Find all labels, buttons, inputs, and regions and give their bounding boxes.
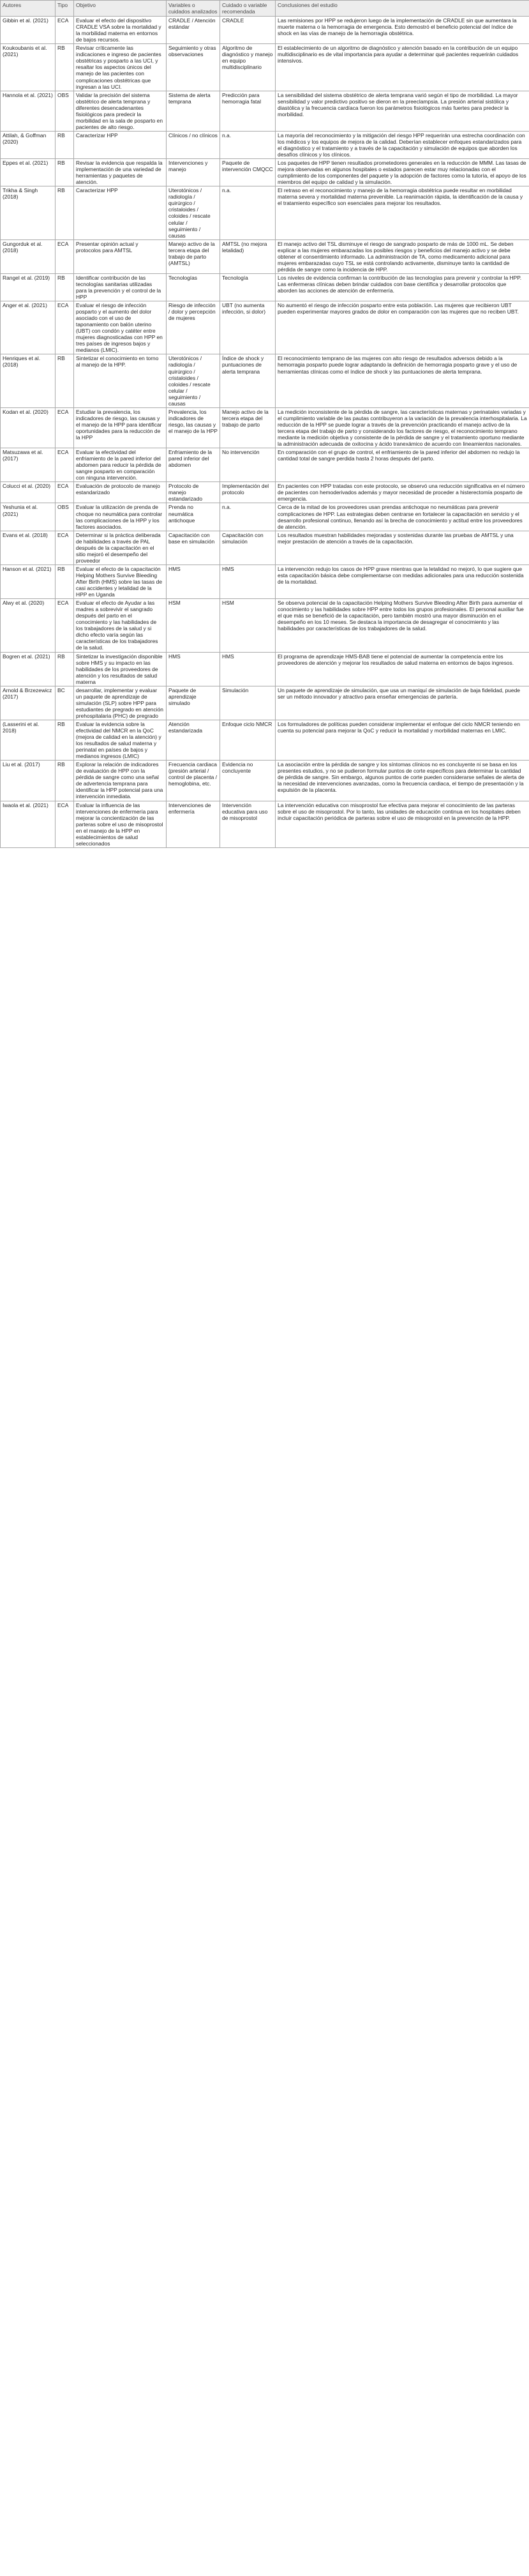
cell-recommended-care: Enfoque ciclo NMCR <box>220 720 276 760</box>
cell-author: Matsuzawa et al. (2017) <box>1 448 56 482</box>
cell-type: ECA <box>56 301 74 354</box>
cell-conclusions: La sensibilidad del sistema obstétrico de alerta temprana varió según el tipo de morbilidad. La mayor sensibilidad y valor predictivo positivo se dieron en la preeclampsia. La presión arterial sistólica y diastólica y la frecuencia cardíaca fueron los parámetros fisiológicos más fuertes para predecir la morbilidad. <box>276 91 529 131</box>
cell-author: Rangel et al. (2019) <box>1 273 56 301</box>
cell-author: Anger et al. (2021) <box>1 301 56 354</box>
cell-objective: Caracterizar HPP <box>74 131 167 158</box>
table-row <box>1 686 529 720</box>
cell-objective: Sintetizar el conocimiento en torno al manejo de la HPP. <box>74 354 167 407</box>
cell-variables: Uterotónicos / radiología / quirúrgico / cristaloides / coloides / rescate celular / seguimiento / causas <box>167 354 220 407</box>
cell-conclusions: En pacientes con HPP tratadas con este protocolo, se observó una reducción significativa en el número de pacientes con hemoderivados además y mayor necesidad de proceder a histerectomía posparto de emergencia. <box>276 482 529 503</box>
studies-table <box>0 0 529 848</box>
cell-recommended-care: Implementación del protocolo <box>220 482 276 503</box>
cell-variables: Enfriamiento de la pared inferior del abdomen <box>167 448 220 482</box>
cell-recommended-care: Predicción para hemorragia fatal <box>220 91 276 131</box>
cell-conclusions: Cerca de la mitad de los proveedores usan prendas antichoque no neumáticas para prevenir complicaciones de HPP. Las estrategias deben centrarse en fortalecer la capacitación en servicio y el desarrollo profesional continuo, llenando así la brecha de conocimiento y actitud entre los proveedores de atención. <box>276 503 529 531</box>
cell-recommended-care: n.a. <box>220 131 276 158</box>
cell-variables: Tecnologías <box>167 273 220 301</box>
cell-objective: Evaluar la evidencia sobre la efectividad del NMCR en la QoC (mejora de calidad en la atención) y los resultados de salud materna y perinatal en países de bajos y medianos ingresos (LMIC) <box>74 720 167 760</box>
cell-objective: Sintetizar la investigación disponible sobre HMS y su impacto en las habilidades de los proveedores de atención y los resultados de salud materna <box>74 652 167 686</box>
cell-recommended-care: n.a. <box>220 186 276 239</box>
cell-recommended-care: Paquete de intervención CMQCC <box>220 159 276 186</box>
cell-conclusions: El manejo activo del TSL disminuye el riesgo de sangrado posparto de más de 1000 mL. Se deben explicar a las mujeres embarazadas los posibles riesgos y beneficios del manejo activo y se debe obtener el consentimiento informado. La administración de TA, como medicamento adicional para mujeres embarazadas cuyo TSL se está controlando activamente, disminuye tanto la cantidad de pérdida de sangre como la incidencia de HPP. <box>276 239 529 273</box>
cell-variables: Frecuencia cardiaca (presión arterial / control de placenta / hemoglobina, etc. <box>167 761 220 801</box>
cell-author: Gungorduk et al. (2018) <box>1 239 56 273</box>
cell-type: RB <box>56 720 74 760</box>
cell-conclusions: Las remisiones por HPP se redujeron luego de la implementación de CRADLE sin que aumentara la muerte materna o la hemorragia de emergencia. Esto demostró el beneficio potencial del índice de shock en las vías de manejo de la hemorragia obstétrica. <box>276 17 529 44</box>
cell-variables: Prevalencia, los indicadores de riesgo, las causas y el manejo de la HPP <box>167 407 220 448</box>
cell-type: ECA <box>56 448 74 482</box>
cell-conclusions: El reconocimiento temprano de las mujeres con alto riesgo de resultados adversos debido a la hemorragia posparto puede lograr adaptando la definición de hemorragia posparto grave y el uso de herramientas clínicas como el índice de shock y las puntuaciones de alerta temprana. <box>276 354 529 407</box>
cell-objective: Presentar opinión actual y protocolos para AMTSL <box>74 239 167 273</box>
cell-objective: Explorar la relación de indicadores de evaluación de HPP con la pérdida de sangre como una señal de advertencia temprana para identificar la HPP potencial para una intervención inmediata. <box>74 761 167 801</box>
cell-variables: Sistema de alerta temprana <box>167 91 220 131</box>
cell-type: ECA <box>56 407 74 448</box>
cell-recommended-care: Intervención educativa para uso de misoprostol <box>220 801 276 847</box>
cell-recommended-care: Manejo activo de la tercera etapa del trabajo de parto <box>220 407 276 448</box>
header-type: Tipo <box>56 1 74 17</box>
table-row <box>1 131 529 158</box>
cell-variables: CRADLE / Atención estándar <box>167 17 220 44</box>
cell-variables: Uterotónicos / radiología / quirúrgico / cristaloides / coloides / rescate celular / seguimiento / causas <box>167 186 220 239</box>
cell-type: BC <box>56 686 74 720</box>
cell-recommended-care: AMTSL (no mejora letalidad) <box>220 239 276 273</box>
cell-recommended-care: HSM <box>220 599 276 652</box>
table-row <box>1 186 529 239</box>
cell-author: Evans et al. (2018) <box>1 531 56 564</box>
header-objective: Objetivo <box>74 1 167 17</box>
table-row <box>1 17 529 44</box>
cell-conclusions: El establecimiento de un algoritmo de diagnóstico y atención basado en la contribución de un equipo multidisciplinario es de vital importancia para ayudar a determinar qué pacientes requerirán cuidados intensivos. <box>276 44 529 91</box>
cell-objective: Estudiar la prevalencia, los indicadores de riesgo, las causas y el manejo de la HPP para identificar oportunidades para la reducción de la HPP <box>74 407 167 448</box>
cell-conclusions: Un paquete de aprendizaje de simulación, que usa un maniquí de simulación de baja fidelidad, puede ser un método innovador y atractivo para enseñar emergencias de partería. <box>276 686 529 720</box>
cell-objective: Evaluar el efecto de la capacitación Helping Mothers Survive Bleeding After Birth (HMS) sobre las tasas de casi accidentes y letalidad de la HPP en Uganda <box>74 564 167 598</box>
cell-author: Henriques et al. (2018) <box>1 354 56 407</box>
cell-type: ECA <box>56 17 74 44</box>
cell-conclusions: La medición inconsistente de la pérdida de sangre, las características maternas y perinatales variadas y el cumplimiento variable de las pautas contribuyeron a la variación de la prevalencia interhospitalaria. La reducción de la HPP se puede lograr a través de la prevención practicando el manejo activo de la tercera etapa del trabajo de parto y considerando los factores de riesgo, el reconocimiento temprano mediante la medición objetiva y consistente de la pérdida de sangre y el tratamiento oportuno mediante la administración adecuada de oxitocina y ácido tranexámico de acuerdo con lineamientos nacionales. <box>276 407 529 448</box>
cell-conclusions: Los resultados muestran habilidades mejoradas y sostenidas durante las pruebas de AMTSL y una mejor prestación de atención a través de la capacitación. <box>276 531 529 564</box>
cell-recommended-care: Algoritmo de diagnóstico y manejo en equipo multidisciplinario <box>220 44 276 91</box>
cell-conclusions: La intervención redujo los casos de HPP grave mientras que la letalidad no mejoró, lo que sugiere que esta capacitación básica debe complementarse con medidas adicionales para una reducción sostenida de la mortalidad. <box>276 564 529 598</box>
cell-variables: Protocolo de manejo estandarizado <box>167 482 220 503</box>
cell-type: RB <box>56 131 74 158</box>
cell-objective: Evaluar la efectividad del enfriamiento de la pared inferior del abdomen para reducir la pérdida de sangre posparto en comparación con ninguna intervención. <box>74 448 167 482</box>
cell-variables: Prenda no neumática antichoque <box>167 503 220 531</box>
cell-author: Colucci et al. (2020) <box>1 482 56 503</box>
cell-objective: Validar la precisión del sistema obstétrico de alerta temprana y diferentes desencadenantes fisiológicos para predecir la morbilidad en la sala de posparto en pacientes de alto riesgo. <box>74 91 167 131</box>
cell-type: ECA <box>56 599 74 652</box>
header-row <box>1 1 529 17</box>
cell-author: Alwy et al. (2020) <box>1 599 56 652</box>
cell-recommended-care: Evidencia no concluyente <box>220 761 276 801</box>
cell-type: RB <box>56 652 74 686</box>
cell-variables: Seguimiento y otras observaciones <box>167 44 220 91</box>
cell-variables: Intervenciones y manejo <box>167 159 220 186</box>
cell-variables: HMS <box>167 652 220 686</box>
cell-objective: Identificar contribución de las tecnologías sanitarias utilizadas para la prevención y el control de la HPP <box>74 273 167 301</box>
cell-conclusions: Se observa potencial de la capacitación Helping Mothers Survive Bleeding After Birth para aumentar el conocimiento y las habilidades sobre HPP entre todos los grupos profesionales. El personal auxiliar fue el que más se benefició de la capacitación, pero también mostró una mayor disminución en el desempeño en los 10 meses. Se destaca la importancia de desagregar el conocimiento y las habilidades por características de los trabajadores de la salud. <box>276 599 529 652</box>
cell-recommended-care: n.a. <box>220 503 276 531</box>
cell-author: Hannola et al. (2021) <box>1 91 56 131</box>
table-row <box>1 482 529 503</box>
table-row <box>1 44 529 91</box>
cell-author: (Lasserini et al. 2018) <box>1 720 56 760</box>
cell-type: ECA <box>56 531 74 564</box>
cell-conclusions: La mayoría del reconocimiento y la mitigación del riesgo HPP requerirán una estrecha coordinación con los médicos y los equipos de mejora de la calidad. Deberían establecer enfoques estandarizados para el diagnóstico y el tratamiento y a través de la capacitación y simulación de equipos que aborden los desafíos clínicos y los clínicos. <box>276 131 529 158</box>
cell-recommended-care: Simulación <box>220 686 276 720</box>
cell-type: OBS <box>56 503 74 531</box>
table-row <box>1 599 529 652</box>
cell-variables: Intervenciones de enfermería <box>167 801 220 847</box>
table-row <box>1 652 529 686</box>
cell-variables: Riesgo de infección / dolor y percepción de mujeres <box>167 301 220 354</box>
cell-objective: Evaluar el riesgo de infección posparto y el aumento del dolor asociado con el uso de taponamiento con balón uterino (UBT) con condón y catéter entre mujeres diagnosticadas con HPP en tres países de ingresos bajos y medianos (LMIC). <box>74 301 167 354</box>
table-row <box>1 239 529 273</box>
cell-conclusions: En comparación con el grupo de control, el enfriamiento de la pared inferior del abdomen no redujo la cantidad total de sangre perdida hasta 2 horas después del parto. <box>276 448 529 482</box>
cell-author: Iwaola et al. (2021) <box>1 801 56 847</box>
cell-recommended-care: No intervención <box>220 448 276 482</box>
cell-variables: Capacitación con base en simulación <box>167 531 220 564</box>
cell-type: RB <box>56 44 74 91</box>
cell-author: Koukoubanis et al. (2021) <box>1 44 56 91</box>
cell-author: Attilah, & Goffman (2020) <box>1 131 56 158</box>
table-row <box>1 354 529 407</box>
table-row <box>1 503 529 531</box>
table-body <box>1 17 529 848</box>
header-authors: Autores <box>1 1 56 17</box>
cell-author: Hanson et al. (2021) <box>1 564 56 598</box>
cell-variables: Clínicos / no clínicos <box>167 131 220 158</box>
cell-objective: Evaluar la influencia de las intervenciones de enfermería para mejorar la concientización de las parteras sobre el uso de misoprostol en el manejo de la HPP en establecimientos de salud seleccionados <box>74 801 167 847</box>
cell-objective: Evaluación de protocolo de manejo estandarizado <box>74 482 167 503</box>
cell-type: ECA <box>56 801 74 847</box>
cell-objective: Evaluar la utilización de prenda de choque no neumática para controlar las complicaciones de la HPP y los factores asociados. <box>74 503 167 531</box>
cell-variables: HMS <box>167 564 220 598</box>
cell-conclusions: La asociación entre la pérdida de sangre y los síntomas clínicos no es concluyente ni se basa en los presentes estudios, y no se pudieron formular puntos de corte específicos para determinar la cantidad de pérdida de sangre. Sin embargo, algunos puntos de corte pueden considerarse señales de alerta de la necesidad de intervenciones avanzadas, como la frecuencia cardiaca, el tiempo de presentación y la expulsión de la placenta. <box>276 761 529 801</box>
cell-recommended-care: UBT (no aumenta infección, si dolor) <box>220 301 276 354</box>
table-row <box>1 448 529 482</box>
header-recommended-care: Cuidado o variable recomendada <box>220 1 276 17</box>
cell-recommended-care: Tecnología <box>220 273 276 301</box>
table-row <box>1 564 529 598</box>
table-row <box>1 91 529 131</box>
header-variables: Variables o cuidados analizados <box>167 1 220 17</box>
cell-objective: Revisar la evidencia que respalda la implementación de una variedad de herramientas y paquetes de atención. <box>74 159 167 186</box>
cell-type: RB <box>56 761 74 801</box>
cell-recommended-care: Índice de shock y puntuaciones de alerta temprana <box>220 354 276 407</box>
cell-type: RB <box>56 564 74 598</box>
cell-variables: HSM <box>167 599 220 652</box>
table-row <box>1 531 529 564</box>
cell-variables: Atención estandarizada <box>167 720 220 760</box>
cell-type: OBS <box>56 91 74 131</box>
cell-objective: Revisar críticamente las indicaciones e ingreso de pacientes obstétricas y posparto a las UCI, y resaltar los aspectos únicos del manejo de las pacientes con complicaciones obstétricas que ingresan a las UCI. <box>74 44 167 91</box>
cell-author: Bogren et al. (2021) <box>1 652 56 686</box>
cell-author: Gibbin et al. (2021) <box>1 17 56 44</box>
cell-conclusions: El programa de aprendizaje HMS-BAB tiene el potencial de aumentar la competencia entre los proveedores de atención y mejorar los resultados de salud materna en entornos de bajos ingresos. <box>276 652 529 686</box>
table-row <box>1 761 529 801</box>
table-row <box>1 801 529 847</box>
cell-objective: Caracterizar HPP <box>74 186 167 239</box>
cell-author: Yeshunia et al. (2021) <box>1 503 56 531</box>
cell-type: RB <box>56 273 74 301</box>
cell-author: Eppes et al. (2021) <box>1 159 56 186</box>
cell-author: Arnold & Brzezewicz (2017) <box>1 686 56 720</box>
cell-conclusions: Los formuladores de políticas pueden considerar implementar el enfoque del ciclo NMCR teniendo en cuenta su potencial para mejorar la QoC y reducir la mortalidad y morbilidad maternas en LMIC. <box>276 720 529 760</box>
cell-recommended-care: CRADLE <box>220 17 276 44</box>
cell-type: ECA <box>56 239 74 273</box>
cell-type: RB <box>56 186 74 239</box>
table-row <box>1 720 529 760</box>
table-row <box>1 301 529 354</box>
cell-objective: Evaluar el efecto del dispositivo CRADLE VSA sobre la mortalidad y la morbilidad materna en entornos de bajos recursos. <box>74 17 167 44</box>
cell-recommended-care: Capacitación con simulación <box>220 531 276 564</box>
cell-conclusions: El retraso en el reconocimiento y manejo de la hemorragia obstétrica puede resultar en morbilidad materna severa y mortalidad materna prevenible. La reanimación rápida, la identificación de la causa y el tratamiento específico son esenciales para mejorar los resultados. <box>276 186 529 239</box>
cell-objective: desarrollar, implementar y evaluar un paquete de aprendizaje de simulación (SLP) sobre HPP para estudiantes de pregrado en atención prehospitalaria (PHC) de pregrado <box>74 686 167 720</box>
cell-recommended-care: HMS <box>220 652 276 686</box>
cell-conclusions: Los paquetes de HPP tienen resultados prometedores generales en la reducción de MMM. Las tasas de mejora observadas en algunos hospitales o estados parecen estar muy relacionadas con el cumplimiento de los componentes del paquete y la adopción de factores como la tutoría, el apoyo de los miembros del equipo de calidad y la simulación. <box>276 159 529 186</box>
cell-objective: Determinar si la práctica deliberada de habilidades a través de PAL después de la capacitación en el sitio mejoró el desempeño del proveedor <box>74 531 167 564</box>
cell-conclusions: No aumentó el riesgo de infección posparto entre esta población. Las mujeres que recibieron UBT pueden experimentar mayores grados de dolor en comparación con las mujeres que no reciben UBT. <box>276 301 529 354</box>
cell-variables: Paquete de aprendizaje simulado <box>167 686 220 720</box>
table-row <box>1 407 529 448</box>
cell-type: ECA <box>56 482 74 503</box>
cell-author: Liu et al. (2017) <box>1 761 56 801</box>
cell-variables: Manejo activo de la tercera etapa del trabajo de parto (AMTSL) <box>167 239 220 273</box>
cell-objective: Evaluar el efecto de Ayudar a las madres a sobrevivir el sangrado después del parto en el conocimiento y las habilidades de los trabajadores de la salud y si dicho efecto varía según las características de los trabajadores de la salud. <box>74 599 167 652</box>
cell-type: RB <box>56 354 74 407</box>
cell-conclusions: Los niveles de evidencia confirman la contribución de las tecnologías para prevenir y controlar la HPP. Las enfermeras clínicas deben brindar cuidados con base científica y desarrollar protocolos que aborden las acciones de atención de enfermería. <box>276 273 529 301</box>
table-row <box>1 273 529 301</box>
cell-author: Trikha & Singh (2018) <box>1 186 56 239</box>
cell-conclusions: La intervención educativa con misoprostol fue efectiva para mejorar el conocimiento de las parteras sobre el uso de misoprostol. Por lo tanto, las unidades de educación continua en los hospitales deben incluir capacitación periódica de parteras sobre el uso de misoprostol en la prevención de la HPP. <box>276 801 529 847</box>
cell-type: RB <box>56 159 74 186</box>
cell-recommended-care: HMS <box>220 564 276 598</box>
table-row <box>1 159 529 186</box>
table-header <box>1 1 529 17</box>
cell-author: Kodan et al. (2020) <box>1 407 56 448</box>
header-conclusions: Conclusiones del estudio <box>276 1 529 17</box>
